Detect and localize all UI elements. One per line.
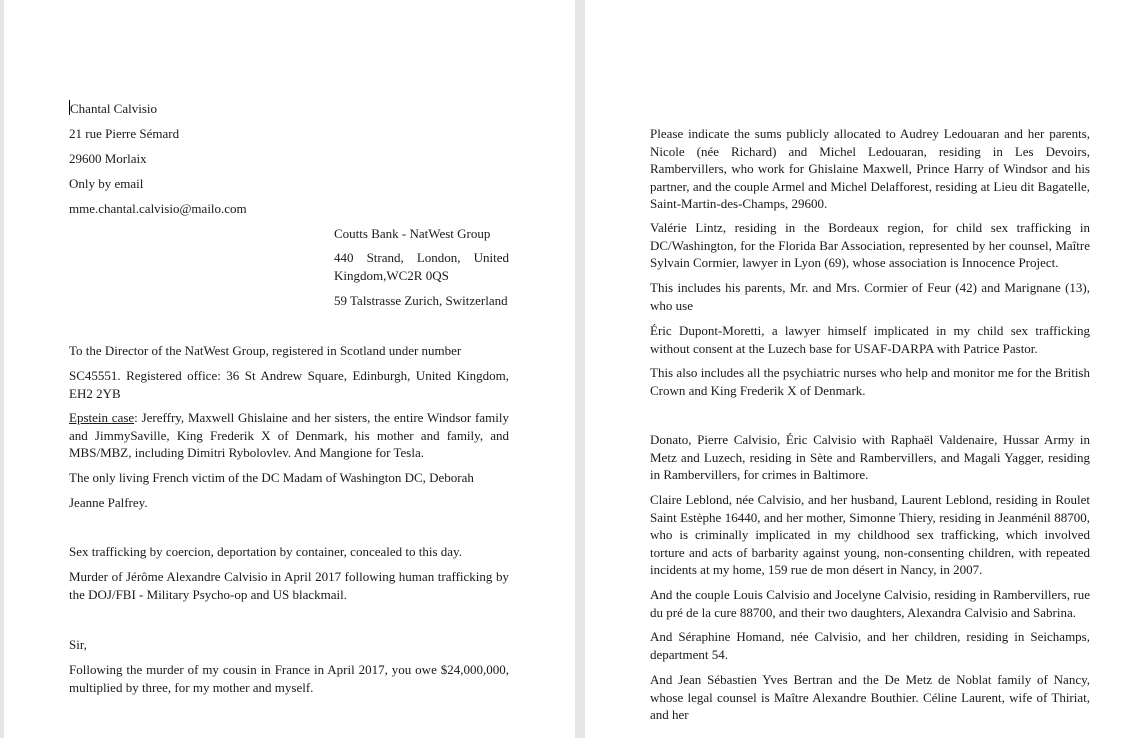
paragraph-bertran: And Jean Sébastien Yves Bertran and the De Metz de Noblat family of Nancy, whose legal counsel is Maître Alexandre Bouthier. Céline Laurent, wife of Thiriat, and her (650, 672, 1090, 723)
salutation: Sir, (69, 637, 87, 652)
sender-street: 21 rue Pierre Sémard (69, 126, 180, 141)
document-page-1[interactable] (4, 0, 575, 738)
paragraph-cormier: This includes his parents, Mr. and Mrs. Cormier of Feur (42) and Marignane (13), who use (650, 280, 1090, 313)
paragraph-psychiatric-nurses: This also includes all the psychiatric nurses who help and monitor me for the British Crown and King Frederik X of Denmark. (650, 365, 1090, 398)
paragraph-lintz: Valérie Lintz, residing in the Bordeaux region, for child sex trafficking in DC/Washington, for the Florida Bar Association, represented by her counsel, Maître Sylvain Cormier, lawyer in Lyon (69), whose association is Innocence Project. (650, 220, 1090, 271)
demand-paragraph: Following the murder of my cousin in France in April 2017, you owe $24,000,000, multiplied by three, for my mother and myself. (69, 662, 509, 695)
paragraph-dupont-moretti: Éric Dupont-Moretti, a lawyer himself implicated in my child sex trafficking without consent at the Luzech base for USAF-DARPA with Patrice Pastor. (650, 323, 1090, 356)
trafficking-statement: Sex trafficking by coercion, deportation by container, concealed to this day. (69, 544, 462, 559)
epstein-case-text: : Jereffry, Maxwell Ghislaine and her sisters, the entire Windsor family and JimmySaville, King Frederik X of Denmark, his mother and family, and MBS/MBZ, including Dimitri Rybolovlev. And Mangione for Tesla. (69, 410, 509, 461)
epstein-case-paragraph (69, 409, 509, 462)
recipient-address-zurich: 59 Talstrasse Zurich, Switzerland (334, 293, 508, 308)
registration-details: SC45551. Registered office: 36 St Andrew Square, Edinburgh, United Kingdom, EH2 2YB (69, 368, 509, 401)
document-page-2[interactable] (585, 0, 1136, 738)
paragraph-ledouaran: Please indicate the sums publicly allocated to Audrey Ledouaran and her parents, Nicole (née Richard) and Michel Ledouaran, residing in Les Devoirs, Rambervillers, who work for Ghislaine Maxwell, Prince Harry of Windsor and his partner, and the couple Armel and Michel Delafforest, residing at Lieu dit Bagatelle, Saint-Martin-des-Champs, 29600. (650, 126, 1090, 212)
paragraph-homand: And Séraphine Homand, née Calvisio, and her children, residing in Seichamps, department 54. (650, 629, 1090, 662)
paragraph-donato: Donato, Pierre Calvisio, Éric Calvisio with Raphaël Valdenaire, Hussar Army in Metz and Luzech, residing in Sète and Rambervillers, and Magali Yagger, residing in Rambervillers, for crimes in Baltimore. (650, 432, 1090, 483)
recipient-address-london: 440 Strand, London, United Kingdom,WC2R 0QS (334, 250, 509, 283)
sender-email: mme.chantal.calvisio@mailo.com (69, 201, 247, 216)
sender-city: 29600 Morlaix (69, 151, 147, 166)
murder-statement: Murder of Jérôme Alexandre Calvisio in April 2017 following human trafficking by the DOJ/FBI - Military Psycho-op and US blackmail. (69, 569, 509, 602)
victim-line: The only living French victim of the DC Madam of Washington DC, Deborah (69, 470, 474, 485)
sender-name[interactable]: Chantal Calvisio (70, 101, 158, 116)
addressee-line: To the Director of the NatWest Group, registered in Scotland under number (69, 343, 462, 358)
epstein-case-label: Epstein case (69, 410, 135, 425)
recipient-name: Coutts Bank - NatWest Group (334, 226, 491, 241)
delivery-note: Only by email (69, 176, 144, 191)
paragraph-leblond: Claire Leblond, née Calvisio, and her husband, Laurent Leblond, residing in Roulet Saint Estèphe 16440, and her mother, Simonne Thiery, residing in Jeanménil 88700, who is criminally implicated in my childhood sex trafficking, which involved torture and acts of barbarity against young, non-consenting children, with repeated incidents at my home, 159 rue de mon désert in Nancy, in 2007. (650, 492, 1090, 578)
paragraph-louis-calvisio: And the couple Louis Calvisio and Jocelyne Calvisio, residing in Rambervillers, rue du pré de la cure 88700, and their two daughters, Alexandra Calvisio and Sabrina. (650, 587, 1090, 620)
victim-name: Jeanne Palfrey. (69, 495, 148, 510)
